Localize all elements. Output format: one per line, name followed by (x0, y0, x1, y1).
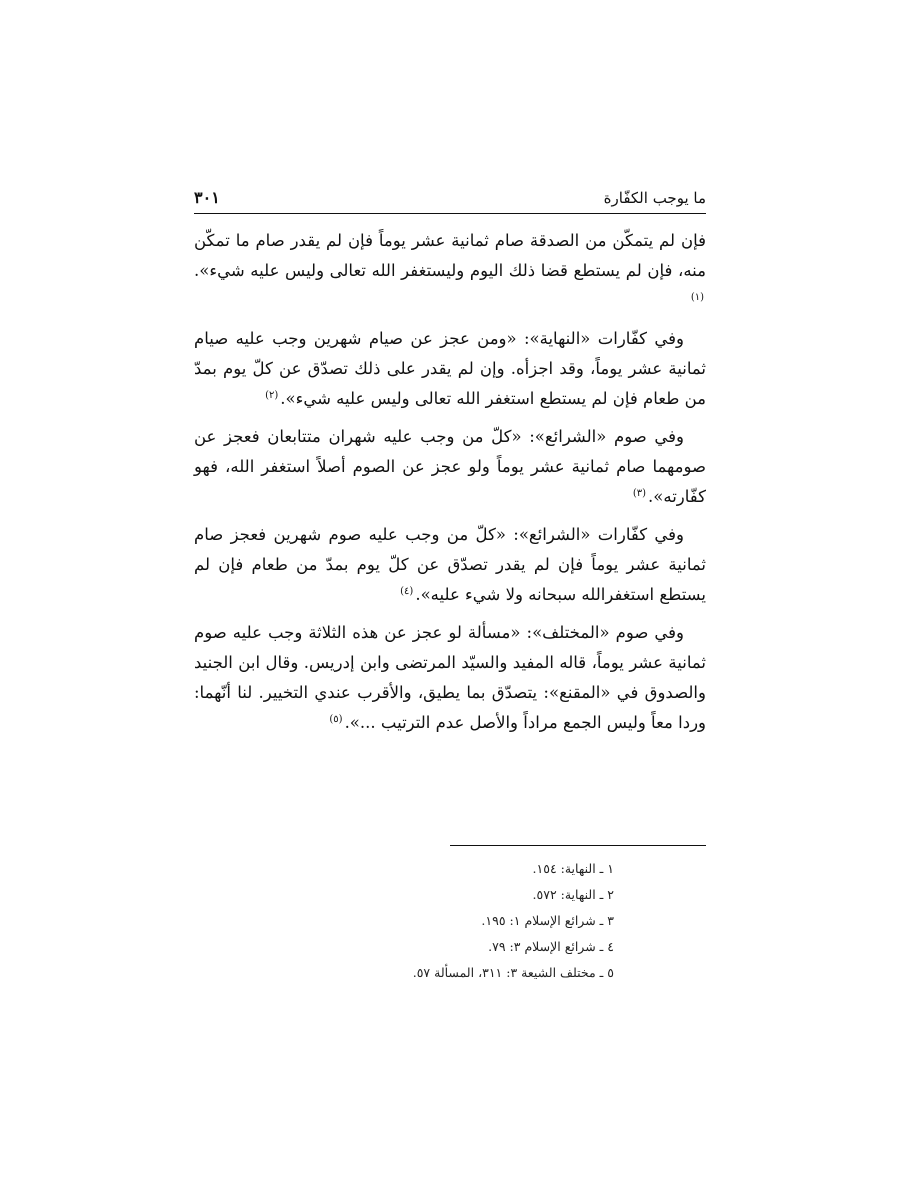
footnote-ref: (٥) (329, 713, 343, 725)
running-header (194, 188, 706, 214)
footnote: ١ ـ النهاية: ١٥٤. (532, 861, 614, 876)
paragraph: وفي صوم «الشرائع»: «كلّ من وجب عليه شهران متتابعان فعجز عن صومهما صام ثمانية عشر يوماً ولو عجز عن الصوم أصلاً استغفر الله، فهو كفّارته».$^{(٣)}$ (194, 427, 706, 506)
footnotes (194, 856, 614, 986)
footnote: ٤ ـ شرائع الإسلام ٣: ٧٩. (488, 939, 614, 954)
footnote-ref: (١) (690, 291, 704, 303)
running-title: ما يوجب الكفّارة (603, 189, 706, 207)
footnote-ref: (٣) (632, 487, 647, 499)
footnote: ٥ ـ مختلف الشيعة ٣: ٣١١، المسألة ٥٧. (412, 965, 614, 980)
page-content (194, 188, 706, 746)
footnote-ref: (٢) (265, 389, 279, 401)
paragraph: وفي صوم «المختلف»: «مسألة لو عجز عن هذه الثلاثة وجب عليه صوم ثمانية عشر يوماً، قاله المفيد والسيّد المرتضى وابن إدريس. وقال ابن الجنيد والصدوق في «المقنع»: يتصدّق بما يطيق، والأقرب عندي التخيير. لنا أنّهما: وردا معاً وليس الجمع مراداً والأصل عدم الترتيب ...».$^{(٥)}$ (194, 623, 706, 732)
footnote-ref: (٤) (400, 585, 414, 597)
footnote: ٣ ـ شرائع الإسلام ١: ١٩٥. (481, 913, 614, 928)
footnote: ٢ ـ النهاية: ٥٧٢. (532, 887, 614, 902)
page-number: ٣٠١ (194, 188, 220, 207)
body-text (194, 226, 706, 738)
footnote-divider (450, 845, 706, 846)
paragraph: وفي كفّارات «النهاية»: «ومن عجز عن صيام شهرين وجب عليه صيام ثمانية عشر يوماً، وقد اجزأه. وإن لم يقدر على ذلك تصدّق عن كلّ يوم بمدّ من طعام فإن لم يستطع استغفر الله تعالى وليس عليه شيء».$^{(٢)}$ (194, 329, 706, 408)
paragraph: وفي كفّارات «الشرائع»: «كلّ من وجب عليه صوم شهرين فعجز صام ثمانية عشر يوماً فإن لم يقدر تصدّق عن كلّ يوم بمدّ من طعام فإن لم يستطع استغفرالله سبحانه ولا شيء عليه».$^{(٤)}$ (194, 525, 706, 604)
paragraph: فإن لم يتمكّن من الصدقة صام ثمانية عشر يوماً فإن لم يقدر صام ما تمكّن منه، فإن لم يستطع قضا ذلك اليوم وليستغفر الله تعالى وليس عليه شيء».$^{(١)}$ (194, 231, 706, 303)
